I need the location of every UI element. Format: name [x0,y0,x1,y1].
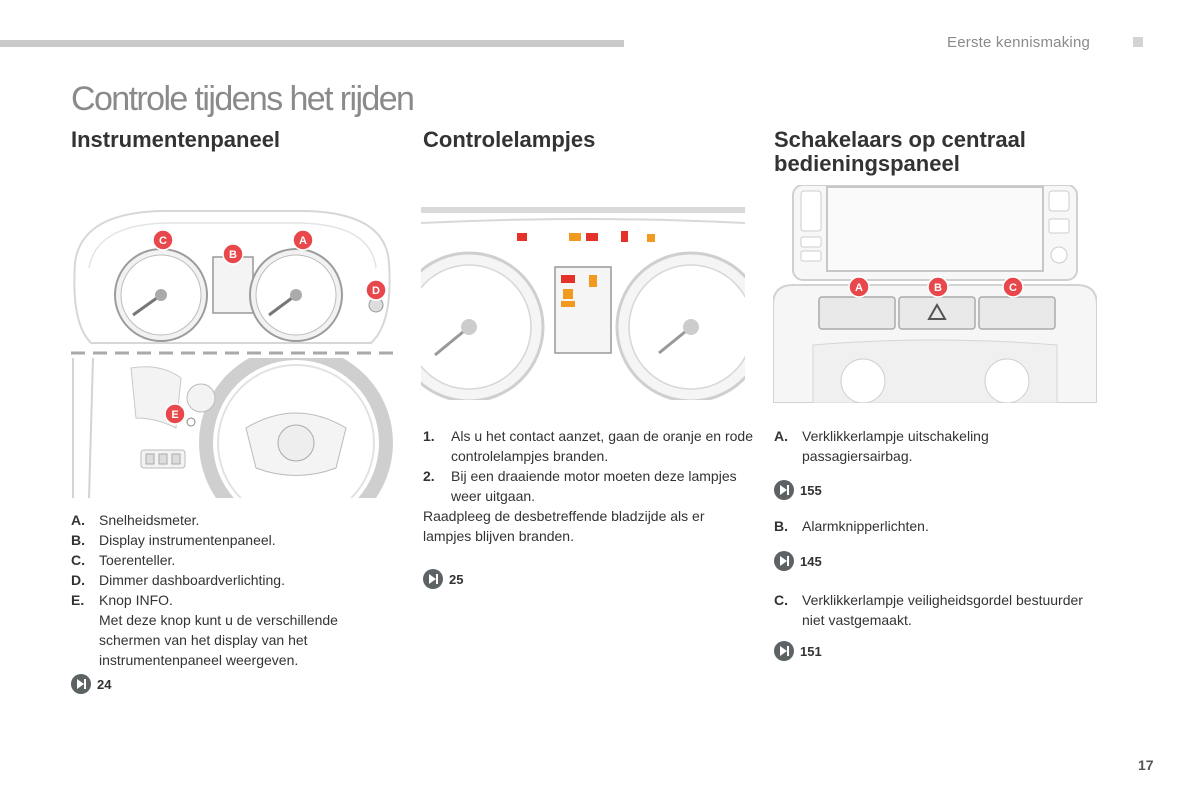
lamps-note: Raadpleeg de desbetreffende bladzijde als er lampjes blijven branden. [423,508,705,544]
legend-item-d: D. Dimmer dashboardverlichting. [71,572,285,588]
page-reference-icon [423,569,443,589]
legend-item-c: C. Toerenteller. [71,552,176,568]
legend-item-a: A. Snelheidsmeter. [71,512,200,528]
page-reference-24[interactable]: 24 [71,674,111,694]
page-reference-155[interactable]: 155 [774,480,822,500]
figure-divider [71,350,394,356]
marker-a [293,230,313,250]
switch-item-a: A. Verklikkerlampje uitschakeling passagiersairbag. [774,428,989,464]
warning-lamps-figure [421,185,745,400]
svg-text:E: E [171,409,179,421]
svg-text:C: C [159,235,167,247]
marker-d [366,280,386,300]
console-switches-list [774,426,1094,630]
marker-c [153,230,173,250]
warning-lamps-list [423,426,753,546]
svg-text:A: A [299,235,307,247]
switch-item-c: C. Verklikkerlampje veiligheidsgordel bestuurder niet vastgemaakt. [774,592,1083,628]
svg-text:B: B [934,282,942,294]
heading-controlelampjes: Controlelampjes [423,127,596,152]
heading-schakelaars: Schakelaars op centraal bedieningspaneel [774,127,1026,176]
marker-b [223,244,243,264]
switch-item-b: B. Alarmknipperlichten. [774,518,929,534]
header-rule [0,40,624,47]
page-reference-icon [774,641,794,661]
legend-item-b: B. Display instrumentenpaneel. [71,532,276,548]
heading-instrumentenpaneel: Instrumentenpaneel [71,127,281,152]
page-reference-145[interactable]: 145 [774,551,822,571]
svg-text:C: C [1009,282,1017,294]
page-reference-icon [774,480,794,500]
page-reference-icon [774,551,794,571]
svg-text:A: A [855,282,863,294]
steering-wheel-figure [71,358,394,498]
page-reference-151[interactable]: 151 [774,641,822,661]
center-console-figure [773,185,1097,403]
page-reference-icon [71,674,91,694]
instrument-legend-list [71,510,391,670]
page-reference-25[interactable]: 25 [423,569,463,589]
lamps-item-1: 1. Als u het contact aanzet, gaan de oranje en rode controlelampjes branden. [423,428,753,464]
svg-text:B: B [229,249,237,261]
marker-e [165,404,185,424]
marker-console-a [849,277,869,297]
section-label: Eerste kennismaking [947,34,1091,51]
svg-text:D: D [372,285,380,297]
section-square [1133,37,1143,47]
page-title: Controle tijdens het rijden [71,80,414,118]
marker-console-b [928,277,948,297]
legend-item-e: E. Knop INFO. Met deze knop kunt u de verschillende schermen van het display van het instrumentenpaneel weergeven. [71,592,338,668]
marker-console-c [1003,277,1023,297]
page-number: 17 [1138,757,1154,773]
lamps-item-2: 2. Bij een draaiende motor moeten deze lampjes weer uitgaan. [423,468,737,504]
instrument-cluster-figure [71,203,394,348]
